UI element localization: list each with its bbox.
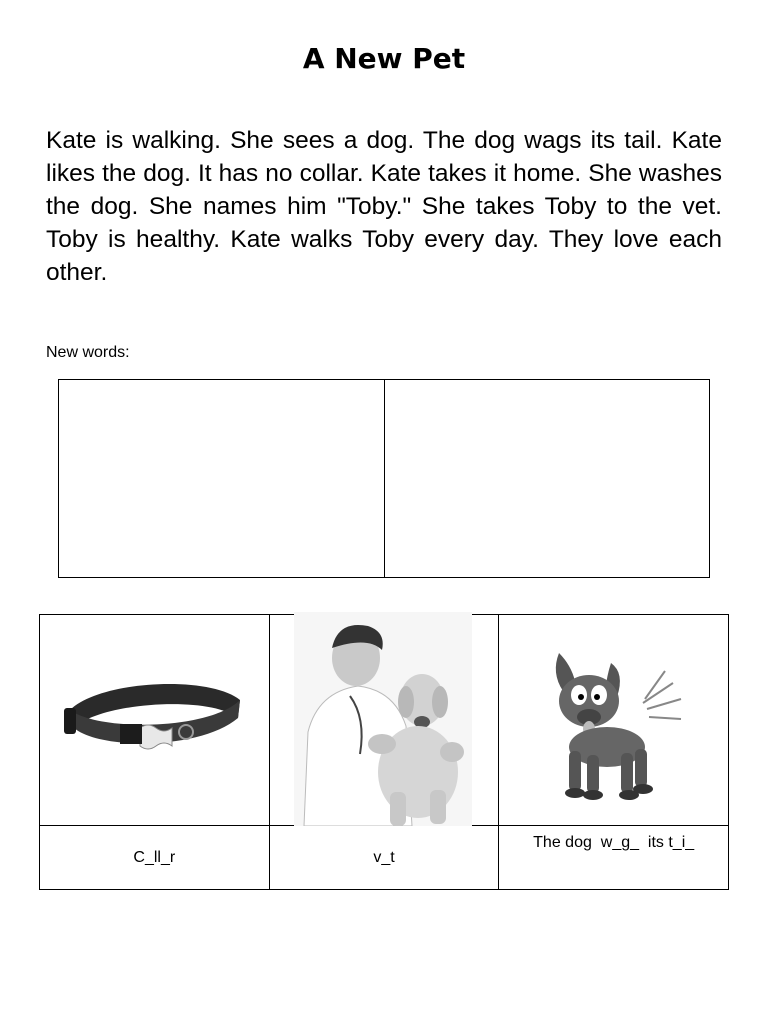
story-paragraph: Kate is walking. She sees a dog. The dog wags its tail. Kate likes the dog. It has no collar. Kate takes it home. She washes the dog. She names him "Toby." She takes Toby to the vet. Toby is healthy. Kate walks Toby every day. They love each other. <box>46 127 722 286</box>
new-word-cell-right <box>384 380 710 577</box>
vet-with-dog-photo <box>294 612 472 826</box>
picture-cell-collar <box>40 615 270 826</box>
wagging-dog-icon <box>543 643 693 803</box>
caption-vet: v_t <box>269 826 499 890</box>
picture-cell-dog <box>499 615 729 826</box>
new-words-label: New words: <box>46 344 130 361</box>
page-title: A New Pet <box>302 42 466 75</box>
caption-collar: C_ll_r <box>40 826 270 890</box>
new-word-cell-left <box>59 380 384 577</box>
new-words-box <box>58 379 710 578</box>
caption-dog: The dog w_g_ its t_i_ <box>499 826 729 890</box>
collar-icon <box>60 670 250 760</box>
